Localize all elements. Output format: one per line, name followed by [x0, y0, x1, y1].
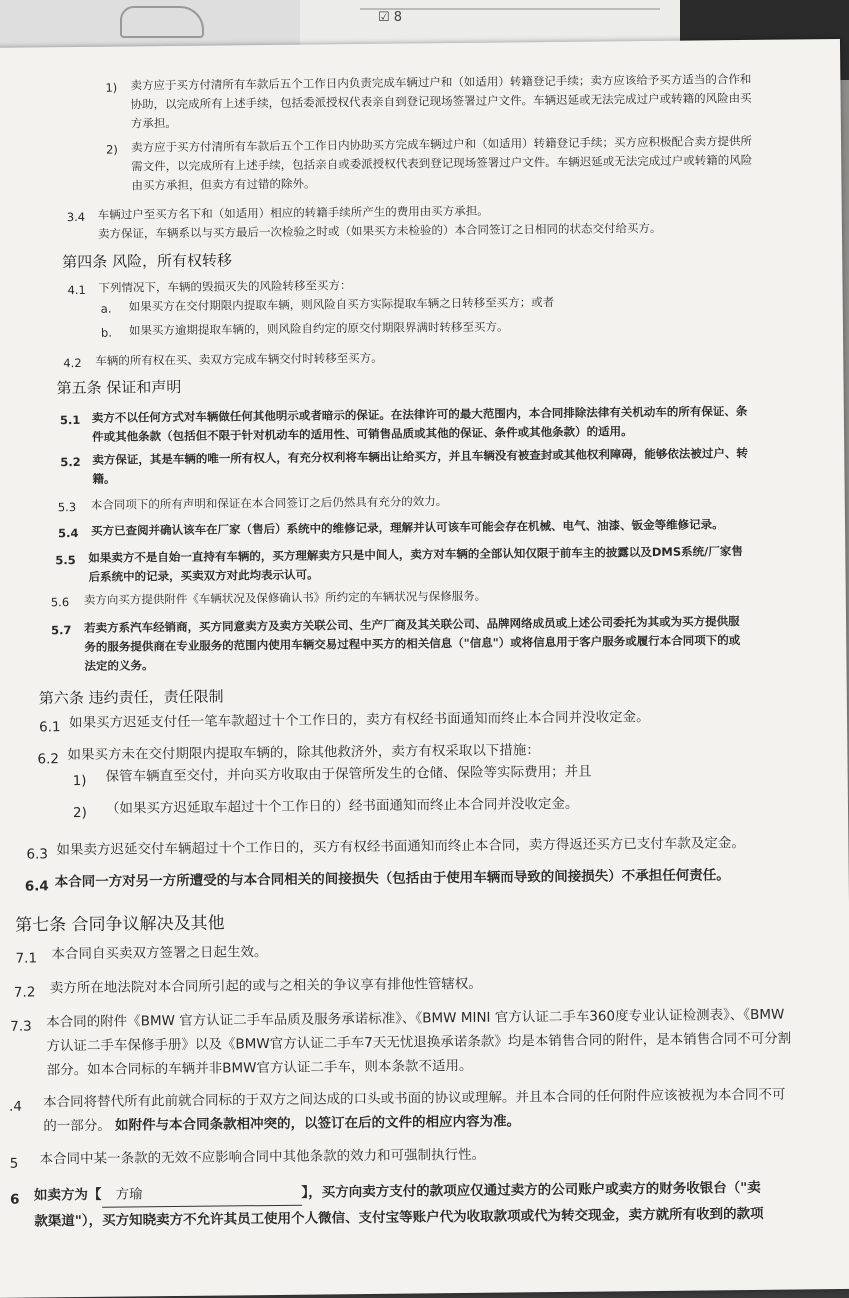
- article-title: 第六条 违约责任，责任限制: [38, 687, 224, 708]
- clause-text: 由买方承担，但卖方有过错的除外。: [131, 176, 316, 193]
- clause-num: 2): [105, 142, 118, 157]
- clause-text: 卖方应于买方付清所有车款后五个工作日内负责完成车辆过户和（如适用）转籍登记手续；卖方应该给予买方适当的合作和: [130, 71, 752, 93]
- clause-text: 卖方所在地法院对本合同所引起的或与之相关的争议享有排他性管辖权。: [49, 975, 482, 997]
- clause-num: 7.1: [15, 950, 38, 967]
- clause-text: 如果买方迟延支付任一笔车款超过十个工作日的，卖方有权经书面通知而终止本合同并没收定金。: [68, 709, 650, 732]
- clause-text: 部分。如本合同标的车辆并非BMW官方认证二手车，则本条款不适用。: [46, 1057, 473, 1079]
- article-title: 第四条 风险，所有权转移: [62, 251, 233, 272]
- clause-text: 卖方保证，车辆系以与买方最后一次检验之时或（如果买方未检验的）本合同签订之日相同的状态交付给买方。: [97, 220, 662, 241]
- clause-text: 本合同自买卖双方签署之日起生效。: [51, 944, 268, 963]
- clause-text: 若卖方系汽车经销商，买方同意卖方及卖方关联公司、生产厂商及其关联公司、品牌网络成员或上述公司委托为其或为买方提供服: [84, 614, 740, 635]
- clause-num: 6.4: [24, 878, 49, 895]
- clause-text: 本合同的附件《BMW 官方认证二手车品质及服务承诺标准》、《BMW MINI 官方认证二手车360度专业认证检测表》、《BMW: [46, 1006, 785, 1031]
- clause-num: 2): [72, 804, 87, 822]
- clause-text: 本合同将替代所有此前就合同标的于双方之间达成的口头或书面的协议或理解。并且本合同的任何附件应该被视为本合同不可: [42, 1086, 786, 1111]
- article-title: 第七条 合同争议解决及其他: [15, 913, 225, 936]
- clause-num: 1): [105, 80, 118, 95]
- clause-text: 后系统中的记录，买卖双方对此均表示认可。: [88, 567, 319, 584]
- clause-text-part: 】，买方向卖方支付的款项应仅通过卖方的公司账户或卖方的财务收银台（"卖: [301, 1179, 761, 1201]
- checkbox-marks: ☑ 8: [378, 10, 403, 25]
- clause-text-part: 如卖方为【: [33, 1186, 102, 1204]
- clause-num: 7.2: [13, 984, 36, 1001]
- clause-num: 5.2: [60, 454, 81, 470]
- clause-text: 本合同中某一条款的无效不应影响合同中其他条款的效力和可强制执行性。: [39, 1146, 486, 1168]
- clause-num: 6.3: [26, 846, 49, 863]
- car-illustration: [120, 6, 204, 38]
- clause-num: 5.7: [51, 623, 72, 638]
- clause-text: 如果买方在交付期限内提取车辆，则风险自买方实际提取车辆之日转移至买方；或者: [128, 295, 555, 314]
- clause-num: 5: [9, 1155, 19, 1172]
- clause-num: 5.3: [57, 500, 77, 515]
- clause-text: 法定的义务。: [84, 658, 154, 673]
- clause-num: 5.1: [59, 412, 81, 428]
- clause-text: 保管车辆直至交付，并向买方收取由于保管所发生的仓储、保险等实际费用；并且: [105, 763, 592, 785]
- clause-num: 4.2: [63, 355, 82, 371]
- clause-text: 车辆过户至买方名下和（如适用）相应的转籍手续所产生的费用由买方承担。: [97, 203, 489, 222]
- clause-num: 5.6: [50, 595, 70, 610]
- clause-text: 需文件，以完成所有上述手续，包括亲自或委派授权代表到登记现场签署过户文件。车辆迟延或无法完成过户或转籍的风险: [131, 152, 753, 174]
- clause-num: 6.1: [39, 719, 61, 736]
- clause-text: （如果买方迟延取车超过十个工作日的）经书面通知而终止本合同并没收定金。: [105, 795, 579, 817]
- clause-text: 方认证二手车保修手册》以及《BMW官方认证二手车7天无忧退换承诺条款》均是本销售合同的附件，是本销售合同不可分割: [46, 1030, 792, 1055]
- clause-num: 6.2: [37, 751, 60, 768]
- clause-text: 件或其他条款（包括但不限于针对机动车的适用性、可销售品质或其他的保证、条件或其他条款）的适用。: [92, 424, 633, 444]
- clause-text: 车辆的所有权在买、卖双方完成车辆交付时转移至买方。: [95, 350, 383, 368]
- clause-num: 5.4: [58, 525, 79, 541]
- filled-name: 方瑜: [115, 1186, 143, 1203]
- clause-num: 7.3: [10, 1018, 32, 1035]
- clause-num: 3.4: [66, 209, 86, 225]
- clause-text: [43, 1109, 520, 1138]
- clause-num: b.: [100, 325, 113, 340]
- filled-blank: [101, 1181, 301, 1208]
- clause-num: 5.5: [55, 553, 76, 568]
- clause-text: 卖方保证，其是车辆的唯一所有权人，有充分权利将车辆出让给买方，并且车辆没有被查封或其他权利障碍，能够依法被过户、转: [92, 445, 748, 467]
- clause-text: 买方已查阅并确认该车在厂家（售后）系统中的维修记录，理解并认可该车可能会存在机械、电气、油漆、钣金等维修记录。: [90, 517, 724, 538]
- clause-text-part: 的一部分。: [43, 1117, 111, 1135]
- clause-text: 务的服务提供商在专业服务的范围内使用车辆交易过程中买方的相关信息（"信息"）或将信息用于客户服务或履行本合同项下的或: [84, 633, 741, 654]
- clause-text: 卖方不以任何方式对车辆做任何其他明示或者暗示的保证。在法律许可的最大范围内，本合同排除法律有关机动车的所有保证、条: [91, 403, 748, 425]
- clause-text-part-bold: 如附件与本合同条款相冲突的，以签订在后的文件的相应内容为准。: [115, 1113, 521, 1134]
- clause-num: .4: [9, 1098, 23, 1115]
- clause-num: 1): [72, 772, 87, 790]
- clause-num: a.: [100, 301, 112, 316]
- clause-text: 卖方应于买方付清所有车款后五个工作日内协助买方完成车辆过户和（如适用）转籍登记手续；买方应积极配合卖方提供所: [130, 133, 753, 155]
- clause-text: 协助，以完成所有上述手续，包括委派授权代表亲自到登记现场签署过户文件。车辆迟延或无法完成过户或转籍的风险由买: [130, 90, 752, 112]
- clause-text: 如果卖方迟延交付车辆超过十个工作日的，买方有权经书面通知而终止本合同，卖方得返还买方已支付车款及定金。: [56, 835, 745, 859]
- clause-text: 本合同一方对另一方所遭受的与本合同相关的间接损失（包括由于使用车辆而导致的间接损失）不承担任何责任。: [54, 867, 730, 891]
- clause-text: 方承担。: [130, 115, 177, 131]
- clause-text: 如果买方未在交付期限内提取车辆的，除其他救济外，卖方有权采取以下措施：: [67, 742, 540, 764]
- article-title: 第五条 保证和声明: [56, 377, 182, 398]
- clause-text: 如果买方逾期提取车辆的，则风险自约定的原交付期限界满时转移至买方。: [128, 319, 509, 338]
- clause-num: 4.1: [67, 282, 86, 298]
- clause-text: 籍。: [92, 471, 116, 486]
- clause-text: 如果卖方不是自始一直持有车辆的，买方理解卖方只是中间人，卖方对车辆的全部认知仅限于前车主的披露以及DMS系统/厂家售: [88, 544, 743, 565]
- clause-text: 款渠道"），买方知晓卖方不允许其员工使用个人微信、支付宝等账户代为收取款项或代为转交现金，卖方就所有收到的款项: [34, 1205, 764, 1230]
- clause-text: 下列情况下，车辆的毁损灭失的风险转移至买方：: [98, 278, 352, 295]
- clause-num: 6: [9, 1191, 20, 1208]
- contract-sheet: [0, 39, 849, 1298]
- clause-text: 卖方向买方提供附件《车辆状况及保修确认书》所约定的车辆状况与保修服务。: [83, 588, 487, 607]
- clause-text: 本合同项下的所有声明和保证在本合同签订之后仍然具有充分的效力。: [90, 494, 448, 512]
